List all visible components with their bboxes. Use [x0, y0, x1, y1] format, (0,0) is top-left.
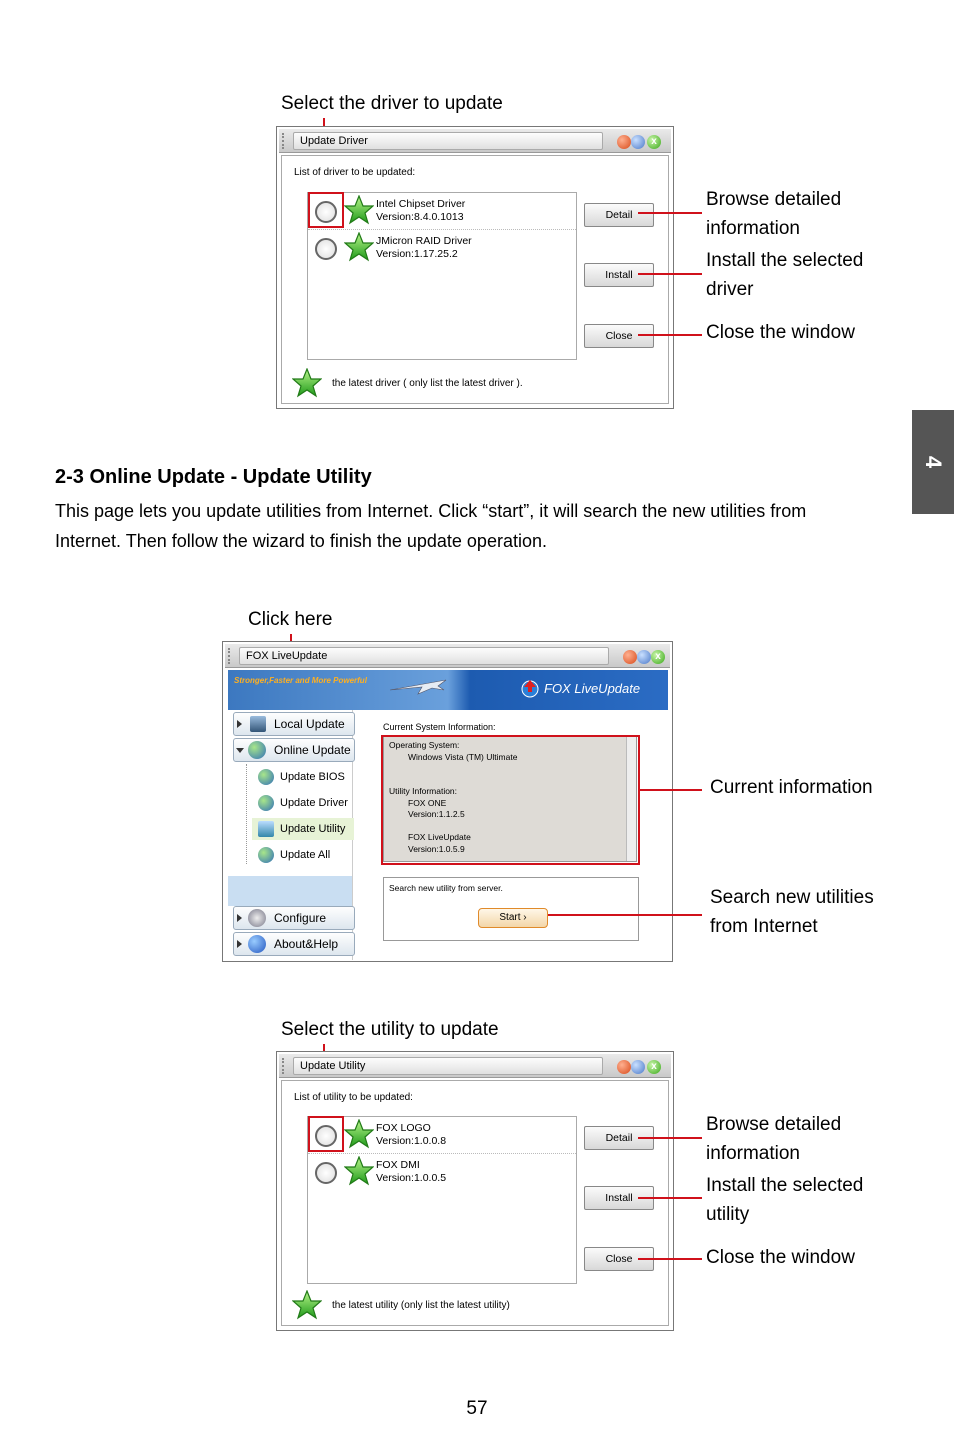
pointer-line — [548, 914, 702, 916]
highlight-box — [381, 735, 640, 865]
close-button[interactable]: Close — [584, 1247, 654, 1271]
title-bar — [279, 1054, 671, 1078]
liveupdate-logo-icon — [520, 678, 540, 698]
close-icon[interactable]: x — [651, 650, 665, 664]
nav-about-help[interactable]: About&Help — [233, 932, 355, 956]
nav-update-driver[interactable]: Update Driver — [252, 792, 354, 814]
start-button[interactable]: Start › — [478, 908, 548, 928]
item-text: FOX LOGO Version:1.0.0.8 — [376, 1122, 447, 1147]
window-title: Update Driver — [293, 132, 603, 150]
nav-local-update[interactable]: Local Update — [233, 712, 355, 736]
update-all-icon — [258, 847, 274, 863]
section-paragraph: This page lets you update utilities from Internet. Click “start”, it will search the new utilities from Internet. Then follow the wizard to finish the update operation. — [55, 501, 807, 551]
caption-click-here: Click here — [248, 609, 333, 630]
pointer-line — [638, 1137, 702, 1139]
callout-current-info: Current information — [710, 777, 873, 798]
chapter-tab: 4 — [912, 410, 954, 514]
window-body — [281, 155, 669, 404]
utility-list[interactable] — [307, 1116, 577, 1284]
pointer-line — [638, 1258, 702, 1260]
expand-arrow-icon[interactable] — [237, 940, 242, 948]
close-button[interactable]: Close — [584, 324, 654, 348]
legend-text: the latest driver ( only list the latest driver ). — [332, 378, 523, 389]
caption-select-utility: Select the utility to update — [281, 1019, 499, 1040]
close-icon[interactable]: x — [647, 1060, 661, 1074]
search-label: Search new utility from server. — [389, 883, 503, 893]
list-item[interactable] — [308, 229, 576, 265]
system-info-text: Operating System: Windows Vista (TM) Ultimate Utility Information: FOX ONE Version:1.1.2.5 FOX LiveUpdate Version:1.0.5.9 — [389, 740, 518, 854]
pointer-line — [640, 789, 702, 791]
item-text: JMicron RAID Driver Version:1.17.25.2 — [376, 235, 472, 260]
item-text: FOX DMI Version:1.0.0.5 — [376, 1159, 447, 1184]
pointer-line — [638, 1197, 702, 1199]
list-label: List of driver to be updated: — [294, 167, 416, 178]
callout-install: Install the selected utility — [706, 1175, 864, 1225]
install-button[interactable]: Install — [584, 1186, 654, 1210]
list-item[interactable] — [308, 193, 576, 229]
caption-select-driver: Select the driver to update — [281, 93, 503, 114]
update-bios-icon — [258, 769, 274, 785]
globe-icon — [248, 741, 266, 759]
tree-line — [246, 764, 247, 864]
grip-handle[interactable] — [228, 648, 234, 664]
section-heading: 2-3 Online Update - Update Utility — [55, 466, 372, 488]
help-question-icon — [248, 935, 266, 953]
update-utility-icon — [258, 821, 274, 837]
select-radio[interactable] — [315, 1162, 337, 1184]
install-button[interactable]: Install — [584, 263, 654, 287]
expand-arrow-icon[interactable] — [237, 914, 242, 922]
help-icon[interactable] — [631, 135, 645, 149]
help-icon[interactable] — [631, 1060, 645, 1074]
title-bar — [225, 644, 670, 668]
latest-star-icon — [344, 232, 374, 262]
minimize-icon[interactable] — [617, 135, 631, 149]
update-driver-icon — [258, 795, 274, 811]
minimize-icon[interactable] — [623, 650, 637, 664]
callout-search: Search new utilities from Internet — [710, 887, 874, 937]
help-icon[interactable] — [637, 650, 651, 664]
list-item[interactable] — [308, 1117, 576, 1153]
collapse-arrow-icon[interactable] — [236, 748, 244, 753]
pointer-line — [638, 334, 702, 336]
grip-handle[interactable] — [282, 133, 288, 149]
driver-list[interactable] — [307, 192, 577, 360]
nav-configure[interactable]: Configure — [233, 906, 355, 930]
expand-arrow-icon[interactable] — [237, 720, 242, 728]
banner-logo-text: FOX LiveUpdate — [544, 681, 641, 696]
pointer-line — [638, 273, 702, 275]
highlight-box — [308, 192, 344, 228]
close-icon[interactable]: x — [647, 135, 661, 149]
select-radio[interactable] — [315, 238, 337, 260]
gear-icon — [248, 909, 266, 927]
airplane-image — [388, 676, 448, 696]
pointer-line — [638, 212, 702, 214]
item-text: Intel Chipset Driver Version:8.4.0.1013 — [376, 198, 466, 223]
list-item[interactable] — [308, 1153, 576, 1189]
callout-browse: Browse detailed information — [706, 189, 842, 239]
title-bar — [279, 129, 671, 153]
nav-panel — [228, 710, 353, 960]
window-title: FOX LiveUpdate — [239, 647, 609, 665]
callout-close: Close the window — [706, 1247, 855, 1268]
minimize-icon[interactable] — [617, 1060, 631, 1074]
info-label: Current System Information: — [383, 722, 496, 732]
callout-browse: Browse detailed information — [706, 1114, 842, 1164]
nav-online-update[interactable]: Online Update — [233, 738, 355, 762]
update-driver-window — [276, 126, 674, 409]
highlight-box — [308, 1116, 344, 1152]
grip-handle[interactable] — [282, 1058, 288, 1074]
chevron-right-icon: › — [523, 912, 527, 923]
window-body — [281, 1080, 669, 1326]
legend-star-icon — [292, 368, 322, 398]
nav-update-bios[interactable]: Update BIOS — [252, 766, 354, 788]
update-utility-window — [276, 1051, 674, 1331]
legend-star-icon — [292, 1290, 322, 1320]
latest-star-icon — [344, 1156, 374, 1186]
callout-install: Install the selected driver — [706, 250, 864, 300]
callout-close: Close the window — [706, 322, 855, 343]
nav-spacer — [228, 876, 352, 906]
detail-button[interactable]: Detail — [584, 1126, 654, 1150]
window-title: Update Utility — [293, 1057, 603, 1075]
legend-text: the latest utility (only list the latest utility) — [332, 1300, 510, 1311]
list-label: List of utility to be updated: — [294, 1092, 413, 1103]
latest-star-icon — [344, 195, 374, 225]
latest-star-icon — [344, 1119, 374, 1149]
nav-update-utility[interactable]: Update Utility — [252, 818, 354, 840]
banner — [228, 670, 668, 710]
page-number: 57 — [466, 1398, 488, 1419]
nav-update-all[interactable]: Update All — [252, 844, 354, 866]
search-box — [383, 877, 639, 941]
local-update-icon — [250, 716, 266, 732]
detail-button[interactable]: Detail — [584, 203, 654, 227]
banner-slogan: Stronger,Faster and More Powerful — [234, 676, 367, 685]
